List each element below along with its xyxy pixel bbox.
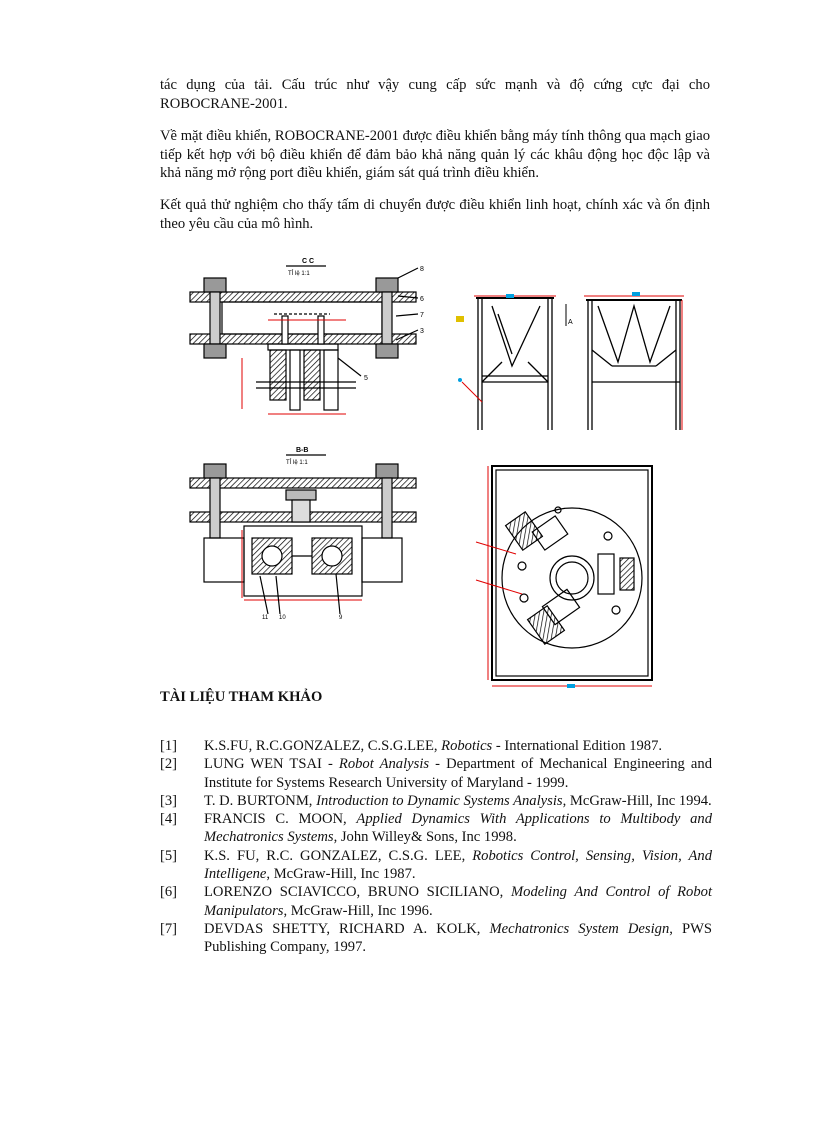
callout-5: 5: [364, 375, 368, 382]
reference-title: Modeling And Control of Robot Manipulators: [204, 884, 712, 919]
callout-10: 10: [279, 615, 286, 621]
reference-title: Robotics Control, Sensing, Vision, And Intelligene: [204, 847, 712, 883]
side-view-drawing: [456, 294, 556, 430]
reference-number: [4]: [160, 811, 178, 828]
technical-drawing-figure: [186, 254, 686, 694]
reference-item: [160, 737, 712, 755]
reference-item: [160, 883, 712, 920]
body-paragraph: Về mặt điều khiển, ROBOCRANE-2001 được điều khiển bằng máy tính thông qua mạch giao tiếp kết hợp với bộ điều khiển để đảm bảo khả năng quản lý các khâu động học độc lập và khả năng mở rộng port điều khiển, giám sát quá trình điều khiển.: [160, 128, 710, 181]
reference-publisher: , McGraw-Hill, Inc 1987.: [266, 866, 416, 883]
reference-publisher: - International Edition 1987.: [492, 738, 663, 754]
reference-number: [5]: [160, 847, 178, 864]
section-bb-drawing: [190, 447, 416, 621]
callout-6: 6: [420, 296, 424, 303]
reference-title: Mechatronics System Design: [489, 920, 670, 937]
references-heading: TÀI LIỆU THAM KHẢO: [160, 689, 323, 705]
body-paragraph: tác dụng của tải. Cấu trúc như vậy cung cấp sức mạnh và độ cứng cực đại cho ROBOCRANE-2001.: [160, 77, 710, 112]
reference-title: Applied Dynamics With Applications to Multibody and Mechatronics Systems: [204, 811, 712, 846]
front-view-drawing: [566, 292, 684, 430]
reference-authors: K.S.FU, R.C.GONZALEZ, C.S.G.LEE,: [204, 738, 442, 754]
section-bb-scale: TỈ lệ 1:1: [286, 460, 308, 466]
reference-number: [1]: [160, 738, 178, 754]
reference-number: [2]: [160, 756, 178, 773]
reference-publisher: - Department of Mechanical Engineering and Institute for Systems Research University of Maryland - 1999.: [204, 756, 712, 791]
reference-authors: LORENZO SCIAVICCO, BRUNO SICILIANO,: [204, 884, 511, 901]
reference-authors: DEVDAS SHETTY, RICHARD A. KOLK,: [204, 920, 490, 937]
reference-number: [6]: [160, 884, 178, 901]
callout-3: 3: [420, 328, 424, 335]
section-cc-drawing: [190, 258, 424, 414]
reference-title: Robotics: [441, 738, 493, 754]
technical-drawing: [186, 254, 686, 694]
reference-number: [3]: [160, 792, 178, 809]
reference-item: [160, 920, 712, 957]
reference-title: Robot Analysis: [338, 756, 430, 773]
reference-authors: T. D. BURTONM,: [204, 792, 317, 809]
reference-publisher: , John Willey& Sons, Inc 1998.: [333, 829, 517, 846]
top-view-drawing: [476, 466, 652, 688]
reference-item: [160, 792, 712, 810]
section-cc-scale: TỈ lệ 1:1: [288, 271, 310, 277]
reference-list: [160, 737, 712, 957]
reference-title: Introduction to Dynamic Systems Analysis: [316, 792, 563, 809]
section-cc-label: C C: [302, 258, 315, 265]
section-mark-a: A: [568, 319, 573, 326]
reference-item: [160, 847, 712, 884]
reference-number: [7]: [160, 920, 178, 937]
callout-8: 8: [420, 266, 424, 273]
reference-authors: LUNG WEN TSAI -: [204, 756, 339, 773]
reference-publisher: , McGraw-Hill, Inc 1994.: [562, 792, 712, 809]
reference-publisher: , McGraw-Hill, Inc 1996.: [283, 902, 433, 919]
body-paragraph: Kết quả thử nghiệm cho thấy tấm di chuyển được điều khiển linh hoạt, chính xác và ổn định theo yêu cầu của mô hình.: [160, 197, 710, 232]
reference-authors: FRANCIS C. MOON,: [204, 811, 357, 828]
callout-11: 11: [262, 615, 269, 621]
reference-item: [160, 755, 712, 792]
reference-item: [160, 810, 712, 847]
callout-9: 9: [339, 615, 343, 621]
section-bb-label: B-B: [296, 447, 309, 454]
callout-7: 7: [420, 312, 424, 319]
reference-authors: K.S. FU, R.C. GONZALEZ, C.S.G. LEE,: [204, 847, 473, 864]
reference-publisher: , PWS Publishing Company, 1997.: [204, 920, 712, 956]
